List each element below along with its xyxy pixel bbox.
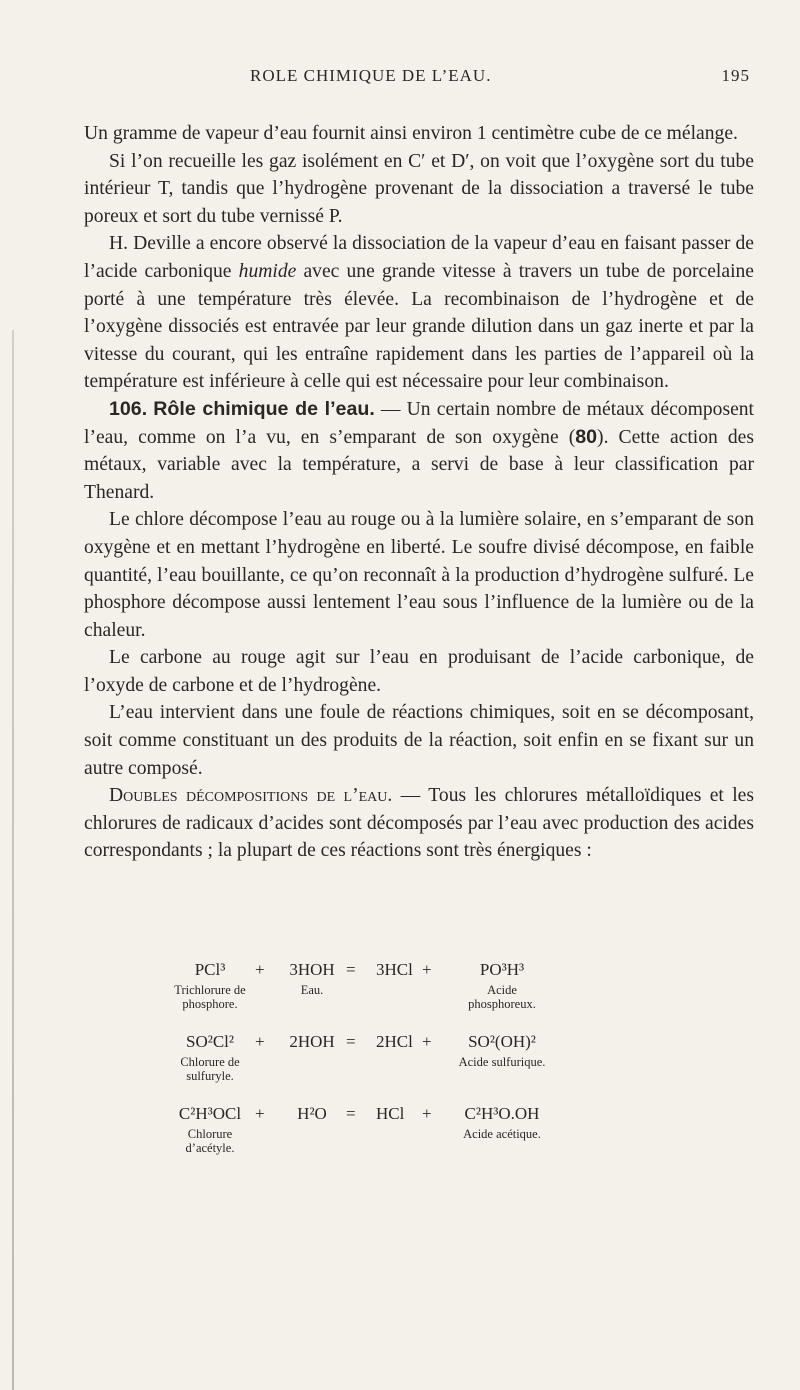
plus-sign: + <box>255 1032 265 1051</box>
compound-name: Chlorure de sulfuryle. <box>180 1055 240 1083</box>
product-formula: 3HCl <box>376 960 413 979</box>
equation-row <box>170 1032 730 1104</box>
product-formula: HCl <box>376 1104 405 1123</box>
paragraph: Le carbone au rouge agit sur l’eau en produisant de l’acide carbonique, de l’oxyde de carbone et de l’hydrogène. <box>84 647 754 696</box>
section-paragraph: 106. Rôle chimique de l’eau. — Un certain nombre de métaux décomposent l’eau, comme on l’a vu, en s’emparant de son oxygène (80). Cette action des métaux, variable avec la température, a servi de base à leur classification par Thenard. <box>84 397 755 503</box>
equals-sign: = <box>346 960 356 979</box>
reactant-formula: 3HOH <box>289 960 335 979</box>
plus-sign: + <box>255 1104 265 1123</box>
cross-reference: 80 <box>575 425 598 448</box>
compound-name: Acide phosphoreux. <box>468 983 536 1011</box>
plus-sign: + <box>255 960 265 979</box>
reactant-formula: H²O <box>297 1104 327 1123</box>
equations-block <box>170 960 730 1176</box>
compound-name: Acide acétique. <box>463 1127 541 1141</box>
body-text <box>84 120 754 865</box>
paragraph: H. Deville a encore observé la dissociation de la vapeur d’eau en faisant passer de l’acide carbonique humide avec une grande vitesse à travers un tube de porcelaine porté à une température très élevée. La recombinaison de l’hydrogène et de l’oxygène dissociés est entravée par leur grande dilution dans un gaz inerte et par la vitesse du courant, qui les entraîne rapidement dans les parties de l’appareil où la température est inférieure à celle qui est nécessaire pour leur combinaison. <box>84 233 755 393</box>
product-formula: PO³H³ <box>479 960 525 979</box>
paragraph-continuation: Un gramme de vapeur d’eau fournit ainsi environ 1 centimètre cube de ce mélange. <box>84 123 738 144</box>
reactant-formula: PCl³ <box>194 960 226 979</box>
reactant-formula: SO²Cl² <box>186 1032 234 1051</box>
page-number: 195 <box>721 66 750 85</box>
reactant-formula: 2HOH <box>289 1032 335 1051</box>
reactant-formula: C²H³OCl <box>178 1104 242 1123</box>
compound-name: Trichlorure de phosphore. <box>174 983 246 1011</box>
compound-name: Chlorure d’acétyle. <box>185 1127 235 1155</box>
equation-row <box>170 1104 730 1176</box>
product-formula: 2HCl <box>376 1032 413 1051</box>
paragraph: Le chlore décompose l’eau au rouge ou à la lumière solaire, en s’emparant de son oxygène et en mettant l’hydrogène en liberté. Le soufre divisé décompose, en faible quantité, l’eau bouillante, ce qu’on reconnaît à la production d’hydrogène sulfuré. Le phosphore décompose aussi lentement l’eau sous l’influence de la lumière ou de la chaleur. <box>84 509 754 641</box>
page-edge-shadow <box>12 330 14 1390</box>
product-formula: C²H³O.OH <box>464 1104 540 1123</box>
equals-sign: = <box>346 1104 356 1123</box>
running-title: ROLE CHIMIQUE DE L’EAU. <box>250 66 492 85</box>
compound-name: Eau. <box>300 983 324 997</box>
plus-sign: + <box>422 1104 432 1123</box>
paragraph: Si l’on recueille les gaz isolément en C′ et D′, on voit que l’oxygène sort du tube intérieur T, tandis que l’hydrogène provenant de la dissociation a traversé le tube poreux et sort du tube vernissé P. <box>84 150 754 227</box>
equals-sign: = <box>346 1032 356 1051</box>
equation-row <box>170 960 730 1032</box>
paragraph: Doubles décompositions de l’eau. — Tous les chlorures métalloïdiques et les chlorures de radicaux d’acides sont décomposés par l’eau avec production des acides correspondants ; la plupart de ces réactions sont très énergiques : <box>84 785 754 862</box>
compound-name: Acide sulfurique. <box>458 1055 546 1069</box>
subheading: Doubles décompositions de l’eau. <box>109 785 393 807</box>
section-title: Rôle chimique de l’eau. <box>153 397 375 420</box>
paragraph: L’eau intervient dans une foule de réactions chimiques, soit en se décomposant, soit comme constituant un des produits de la réaction, soit enfin en se fixant sur un autre composé. <box>84 702 754 779</box>
product-formula: SO²(OH)² <box>468 1032 536 1051</box>
plus-sign: + <box>422 960 432 979</box>
emphasis: humide <box>238 260 297 282</box>
plus-sign: + <box>422 1032 432 1051</box>
section-number: 106. <box>109 397 148 420</box>
